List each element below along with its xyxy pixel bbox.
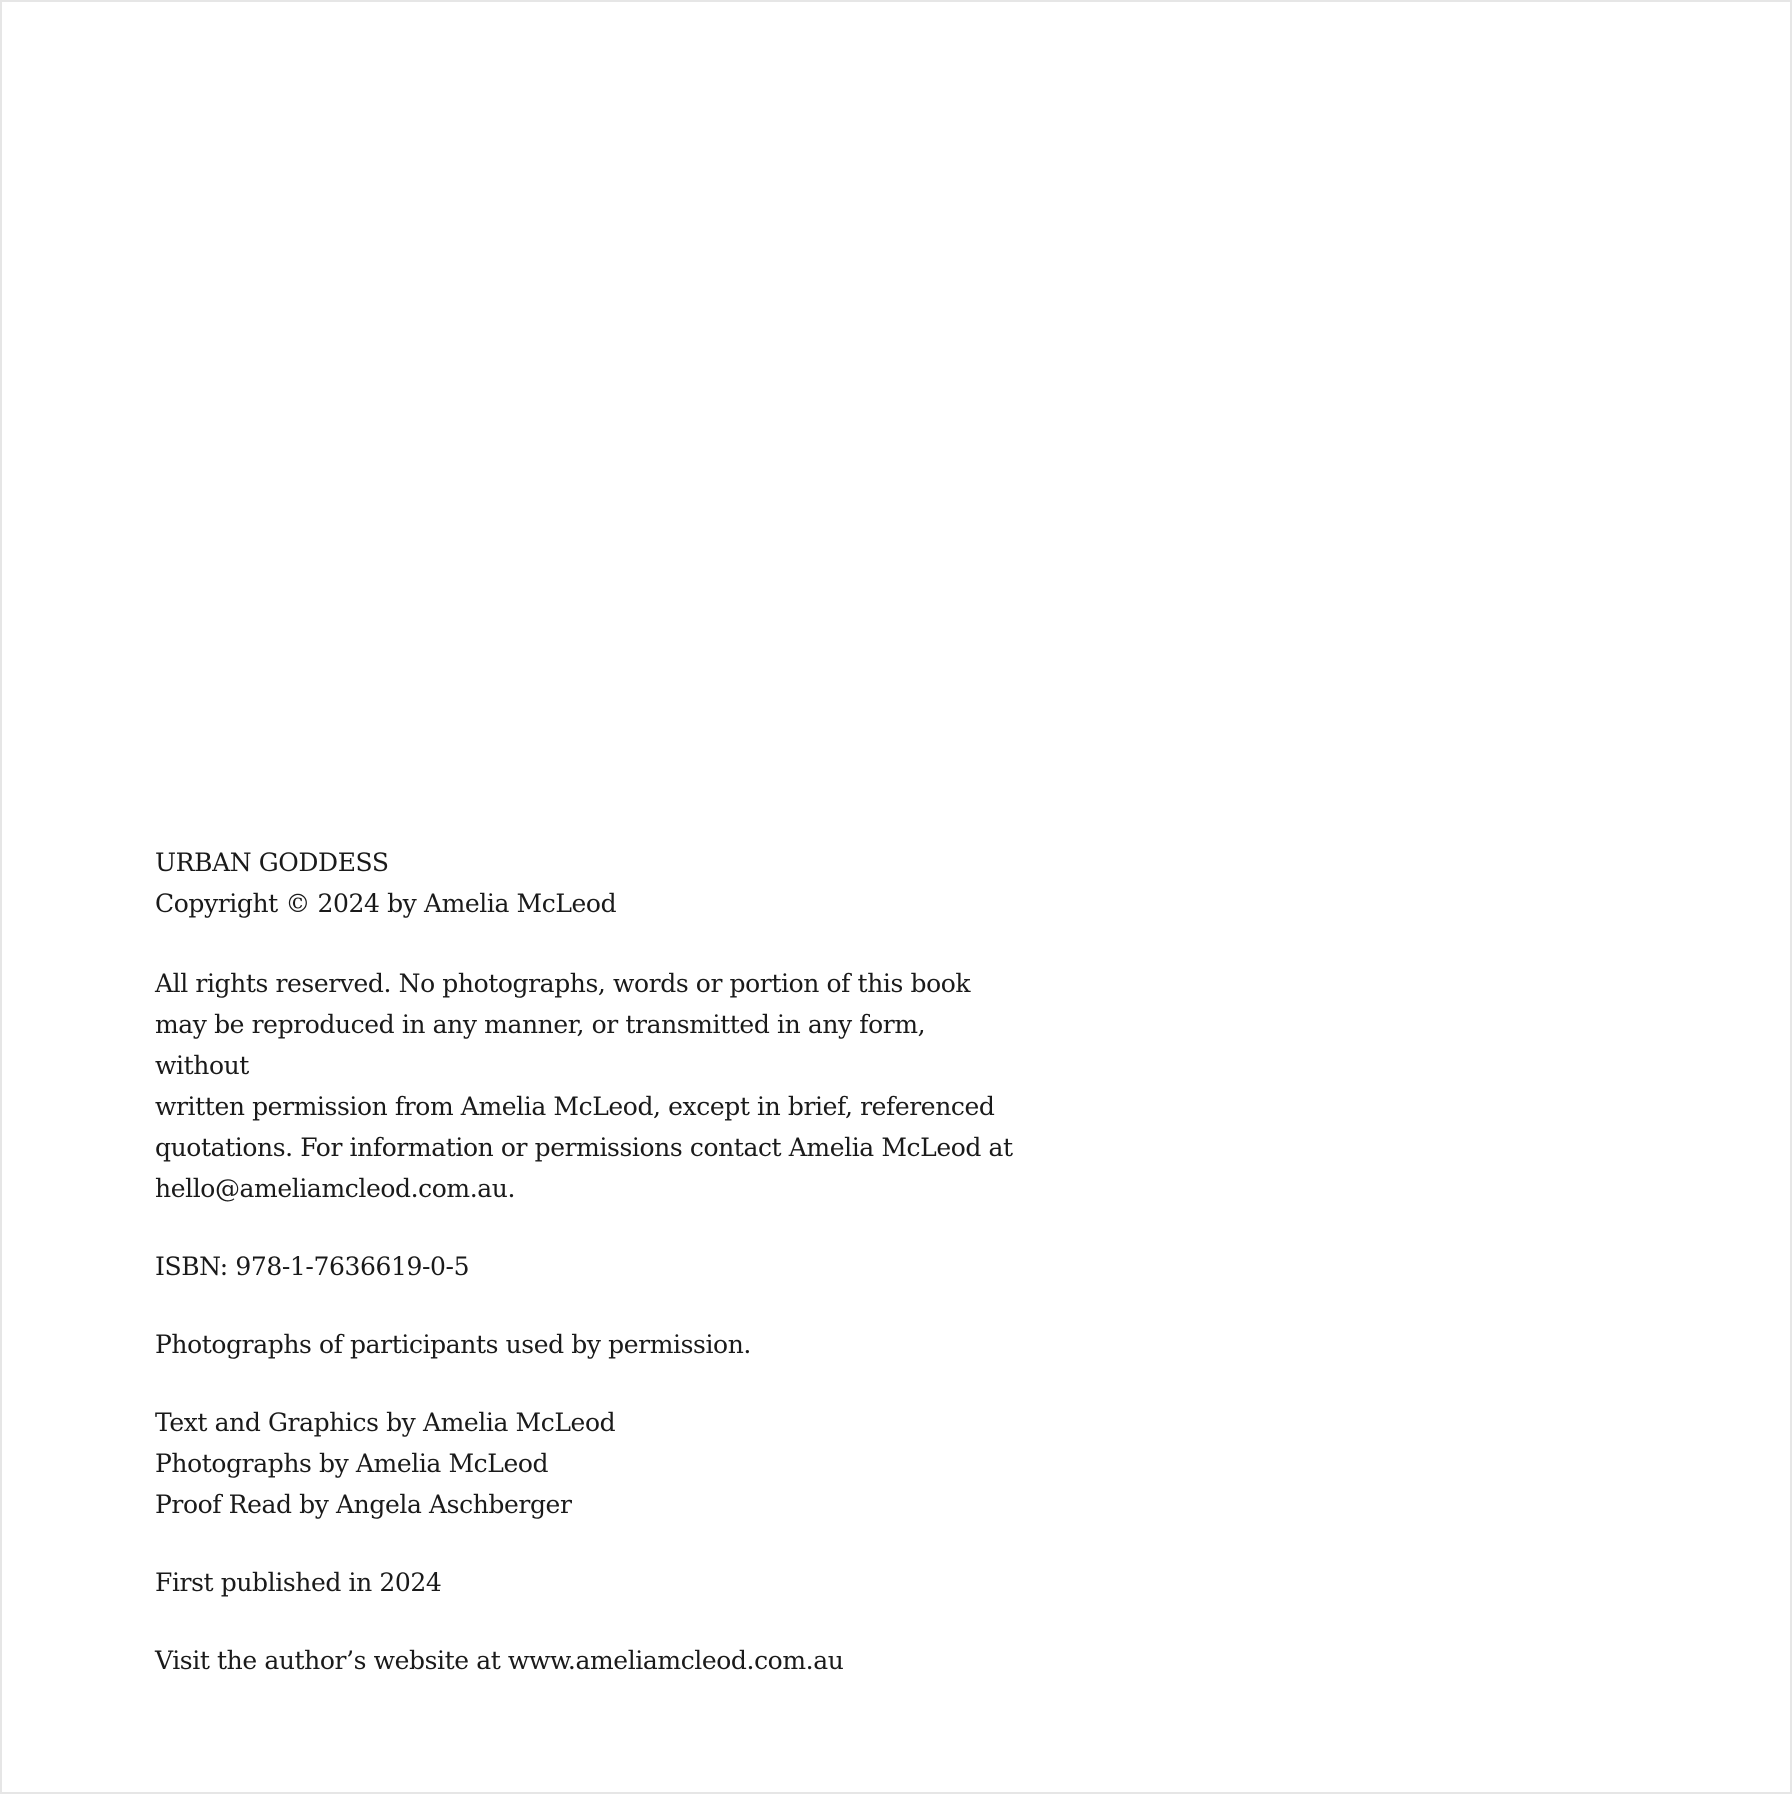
rights-line: may be reproduced in any manner, or transmitted in any form, without [155, 1010, 926, 1080]
copyright-block [155, 842, 1055, 1681]
rights-line: quotations. For information or permissions contact Amelia McLeod at [155, 1133, 1013, 1162]
copyright-line: Copyright © 2024 by Amelia McLeod [155, 889, 617, 918]
website-line: Visit the author’s website at www.ameliamcleod.com.au [155, 1646, 844, 1675]
book-title: URBAN GODDESS [155, 848, 389, 877]
isbn: ISBN: 978-1-7636619-0-5 [155, 1252, 470, 1281]
rights-paragraph [155, 963, 1025, 1209]
rights-line: All rights reserved. No photographs, words or portion of this book [155, 969, 971, 998]
credit-line: Photographs by Amelia McLeod [155, 1449, 549, 1478]
rights-line: written permission from Amelia McLeod, except in brief, referenced [155, 1092, 995, 1121]
credit-line: Proof Read by Angela Aschberger [155, 1490, 572, 1519]
credit-line: Text and Graphics by Amelia McLeod [155, 1408, 616, 1437]
photo-permission: Photographs of participants used by permission. [155, 1330, 751, 1359]
first-published: First published in 2024 [155, 1568, 442, 1597]
credits [155, 1402, 1055, 1525]
rights-line: hello@ameliamcleod.com.au. [155, 1174, 515, 1203]
